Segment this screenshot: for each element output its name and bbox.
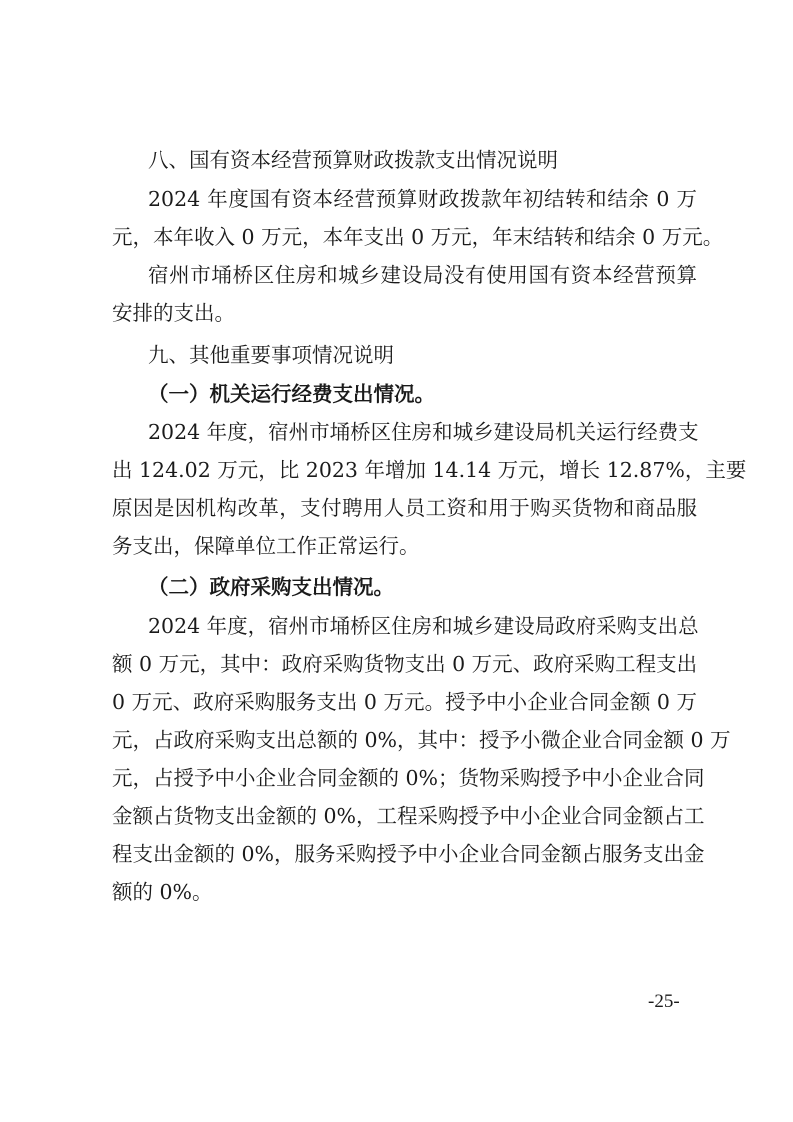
paragraph-line: 2024 年度，宿州市埇桥区住房和城乡建设局机关运行经费支 — [148, 420, 699, 444]
paragraph-line: 2024 年度国有资本经营预算财政拨款年初结转和结余 0 万 — [148, 187, 697, 211]
section-8-title: 八、国有资本经营预算财政拨款支出情况说明 — [148, 148, 558, 172]
paragraph-line: 出 124.02 万元，比 2023 年增加 14.14 万元，增长 12.87%，主要 — [112, 458, 747, 482]
paragraph-line: 元，占授予中小企业合同金额的 0%；货物采购授予中小企业合同 — [112, 766, 705, 790]
paragraph-line: 元，占政府采购支出总额的 0%，其中：授予小微企业合同金额 0 万 — [112, 728, 731, 752]
subsection-2-title: （二）政府采购支出情况。 — [148, 575, 394, 599]
paragraph-line: 安排的支出。 — [112, 301, 235, 325]
paragraph-line: 额 0 万元，其中：政府采购货物支出 0 万元、政府采购工程支出 — [112, 652, 698, 676]
page-number: -25- — [648, 991, 680, 1012]
paragraph-line: 宿州市埇桥区住房和城乡建设局没有使用国有资本经营预算 — [148, 263, 697, 287]
paragraph-line: 0 万元、政府采购服务支出 0 万元。授予中小企业合同金额 0 万 — [112, 690, 697, 714]
paragraph-line: 额的 0%。 — [112, 880, 213, 904]
paragraph-line: 2024 年度，宿州市埇桥区住房和城乡建设局政府采购支出总 — [148, 614, 699, 638]
paragraph-line: 务支出，保障单位工作正常运行。 — [112, 534, 420, 558]
paragraph-line: 元，本年收入 0 万元，本年支出 0 万元，年末结转和结余 0 万元。 — [112, 225, 724, 249]
subsection-1-title: （一）机关运行经费支出情况。 — [148, 382, 435, 406]
paragraph-line: 程支出金额的 0%，服务采购授予中小企业合同金额占服务支出金 — [112, 842, 705, 866]
paragraph-line: 金额占货物支出金额的 0%，工程采购授予中小企业合同金额占工 — [112, 804, 705, 828]
paragraph-line: 原因是因机构改革，支付聘用人员工资和用于购买货物和商品服 — [112, 496, 697, 520]
section-9-title: 九、其他重要事项情况说明 — [148, 343, 394, 367]
